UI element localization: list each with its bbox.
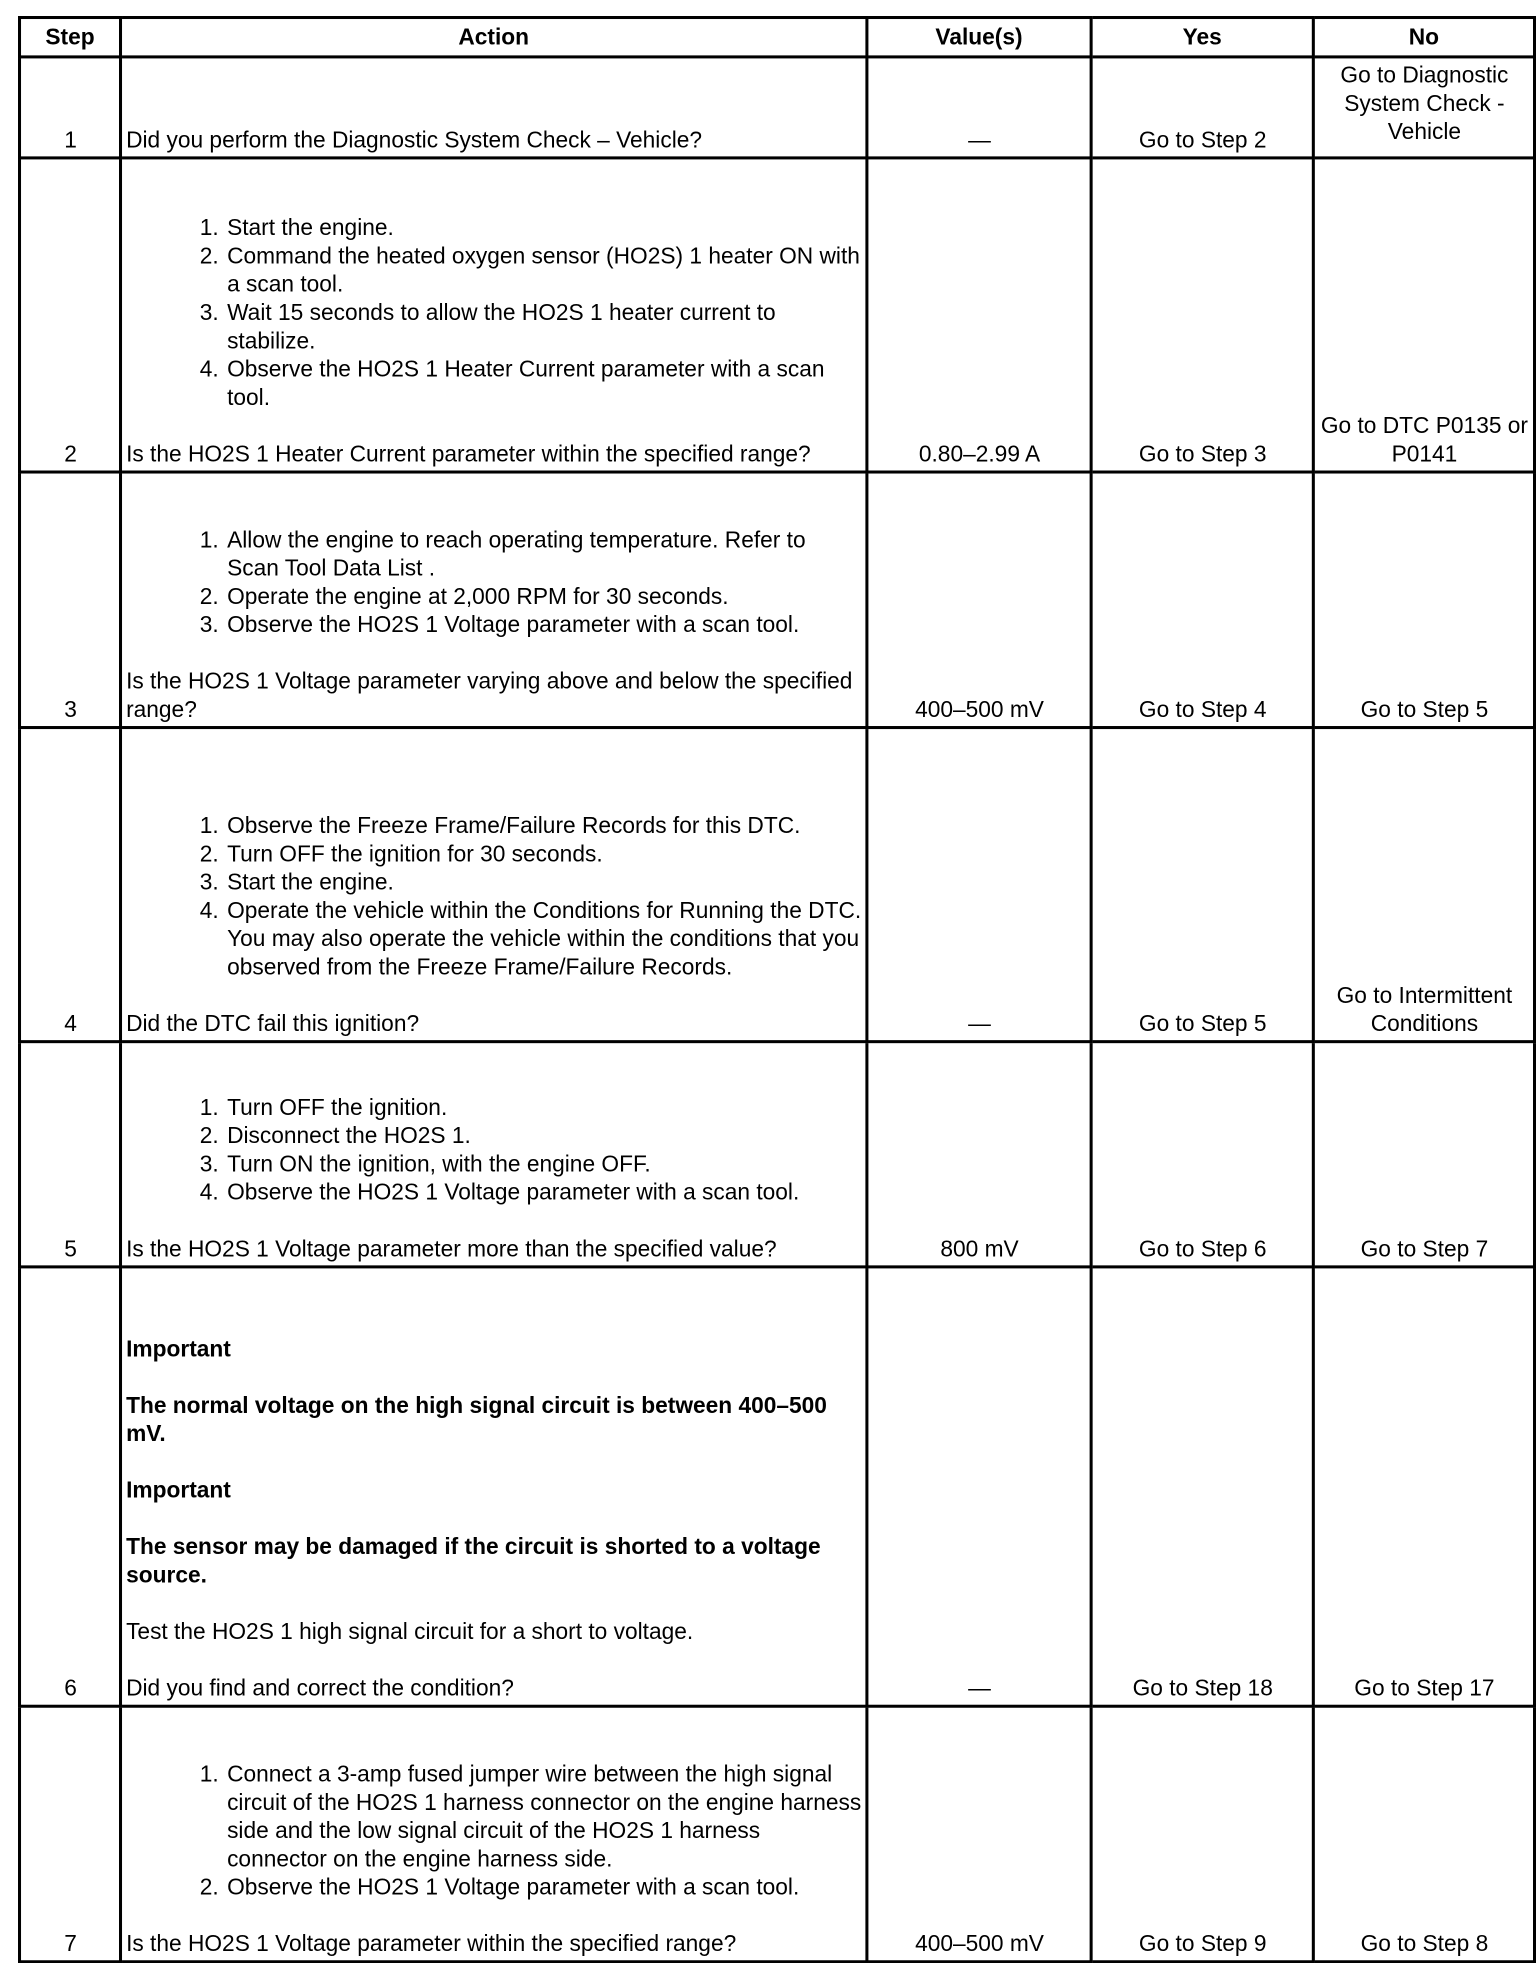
value-cell: 400–500 mV: [867, 1706, 1091, 1962]
action-step: 4. Operate the vehicle within the Conditions for Running the DTC. You may also operate the vehicle within the conditions that you observed from the Freeze Frame/Failure Records.: [225, 897, 862, 982]
value-cell: 400–500 mV: [867, 472, 1091, 728]
table-row-step-6: [20, 1267, 1535, 1706]
table-row-step-1: [20, 57, 1535, 158]
action-step: 3. Observe the HO2S 1 Voltage parameter with a scan tool.: [225, 611, 862, 639]
yes-cell: Go to Step 18: [1091, 1267, 1313, 1706]
action-question: Did you perform the Diagnostic System Check – Vehicle?: [126, 127, 703, 153]
action-cell: [121, 57, 867, 158]
header-values: Value(s): [867, 18, 1091, 57]
value-cell: —: [867, 57, 1091, 158]
table-row-step-5: [20, 1042, 1535, 1267]
action-step: 2. Disconnect the HO2S 1.: [225, 1122, 862, 1150]
action-step: 2. Turn OFF the ignition for 30 seconds.: [225, 840, 862, 868]
no-cell: Go to Step 5: [1313, 472, 1534, 728]
action-cell: [121, 1706, 867, 1962]
step-number: 5: [20, 1042, 121, 1267]
action-cell: [121, 472, 867, 728]
step-number: 1: [20, 57, 121, 158]
action-question: Is the HO2S 1 Voltage parameter more than the specified value?: [126, 1236, 777, 1262]
no-cell: Go to DTC P0135 or P0141: [1313, 158, 1534, 472]
yes-cell: Go to Step 6: [1091, 1042, 1313, 1267]
header-row: [20, 18, 1535, 57]
action-step: 2. Observe the HO2S 1 Voltage parameter with a scan tool.: [225, 1873, 862, 1901]
action-question: Is the HO2S 1 Voltage parameter varying above and below the specified range?: [126, 668, 853, 722]
yes-cell: Go to Step 3: [1091, 158, 1313, 472]
action-instruction: Test the HO2S 1 high signal circuit for a short to voltage.: [126, 1618, 694, 1645]
action-step: 1. Connect a 3-amp fused jumper wire between the high signal circuit of the HO2S 1 harness connector on the engine harness side and the low signal circuit of the HO2S 1 harness connector on the engine harness side.: [225, 1760, 862, 1873]
step-number: 6: [20, 1267, 121, 1706]
step-number: 2: [20, 158, 121, 472]
step-number: 3: [20, 472, 121, 728]
value-cell: —: [867, 728, 1091, 1042]
action-step-list: [126, 1760, 862, 1901]
action-question: Is the HO2S 1 Heater Current parameter within the specified range?: [126, 441, 811, 467]
important-label: Important: [126, 1336, 231, 1362]
header-step: Step: [20, 18, 121, 57]
step-number: 4: [20, 728, 121, 1042]
no-cell: Go to Step 7: [1313, 1042, 1534, 1267]
action-step: 1. Turn OFF the ignition.: [225, 1094, 862, 1122]
action-step: 4. Observe the HO2S 1 Voltage parameter with a scan tool.: [225, 1179, 862, 1207]
table-row-step-2: [20, 158, 1535, 472]
action-cell: [121, 1267, 867, 1706]
action-step: 1. Start the engine.: [225, 214, 862, 242]
action-step: 2. Command the heated oxygen sensor (HO2S) 1 heater ON with a scan tool.: [225, 242, 862, 299]
header-no: No: [1313, 18, 1534, 57]
header-yes: Yes: [1091, 18, 1313, 57]
no-cell: Go to Intermittent Conditions: [1313, 728, 1534, 1042]
value-cell: 800 mV: [867, 1042, 1091, 1267]
action-step: 1. Allow the engine to reach operating temperature. Refer to Scan Tool Data List .: [225, 526, 862, 583]
yes-cell: Go to Step 9: [1091, 1706, 1313, 1962]
action-step: 3. Start the engine.: [225, 868, 862, 896]
action-question: Is the HO2S 1 Voltage parameter within the specified range?: [126, 1930, 737, 1957]
yes-cell: Go to Step 2: [1091, 57, 1313, 158]
table-row-step-7: [20, 1706, 1535, 1962]
no-cell: Go to Step 17: [1313, 1267, 1534, 1706]
step-number: 7: [20, 1706, 121, 1962]
important-label: Important: [126, 1477, 231, 1503]
yes-cell: Go to Step 4: [1091, 472, 1313, 728]
action-step: 3. Turn ON the ignition, with the engine OFF.: [225, 1150, 862, 1178]
action-step-list: [126, 1094, 862, 1207]
important-note: The sensor may be damaged if the circuit is shorted to a voltage source.: [126, 1534, 821, 1588]
important-note: The normal voltage on the high signal circuit is between 400–500 mV.: [126, 1392, 827, 1447]
action-step-list: [126, 526, 862, 639]
value-cell: —: [867, 1267, 1091, 1706]
action-step: 1. Observe the Freeze Frame/Failure Records for this DTC.: [225, 812, 862, 840]
header-action: Action: [121, 18, 867, 57]
no-cell: Go to Step 8: [1313, 1706, 1534, 1962]
action-step: 3. Wait 15 seconds to allow the HO2S 1 heater current to stabilize.: [225, 299, 862, 356]
yes-cell: Go to Step 5: [1091, 728, 1313, 1042]
action-question: Did you find and correct the condition?: [126, 1675, 514, 1701]
action-cell: [121, 1042, 867, 1267]
action-cell: [121, 158, 867, 472]
action-question: Did the DTC fail this ignition?: [126, 1010, 420, 1037]
action-step: 2. Operate the engine at 2,000 RPM for 30 seconds.: [225, 583, 862, 611]
diagnostic-table: [18, 16, 1536, 1963]
value-cell: 0.80–2.99 A: [867, 158, 1091, 472]
no-cell: Go to Diagnostic System Check - Vehicle: [1313, 57, 1534, 158]
table-row-step-3: [20, 472, 1535, 728]
table-row-step-4: [20, 728, 1535, 1042]
action-cell: [121, 728, 867, 1042]
diagnostic-table-container: [18, 16, 1533, 1961]
action-step-list: [126, 214, 862, 412]
action-step: 4. Observe the HO2S 1 Heater Current parameter with a scan tool.: [225, 355, 862, 412]
action-step-list: [126, 812, 862, 982]
